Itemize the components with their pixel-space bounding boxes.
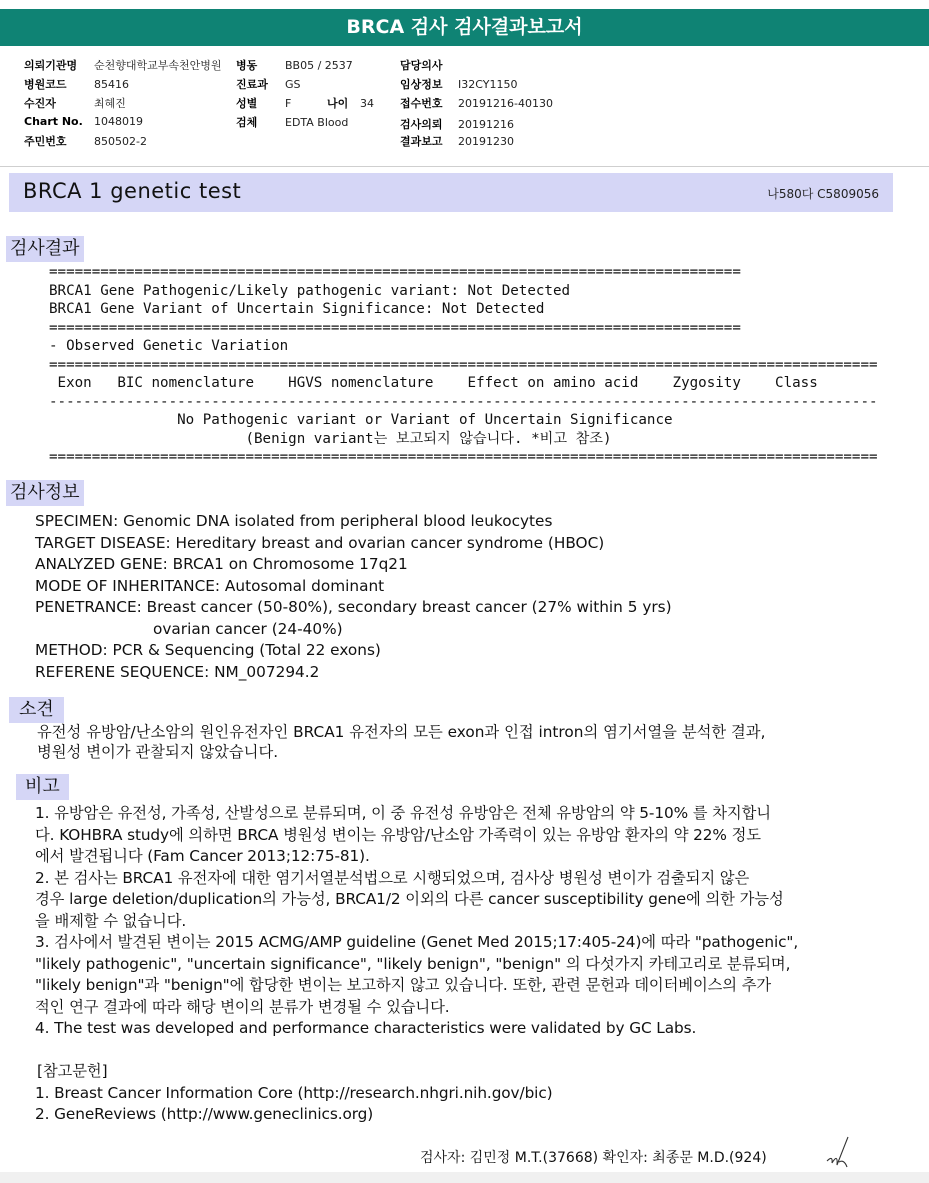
remark-line: 2. 본 검사는 BRCA1 유전자에 대한 염기서열분석법으로 시행되었으며, 검사상 병원성 변이가 검출되지 않은 <box>35 868 750 887</box>
info-line: ovarian cancer (24-40%) <box>153 619 343 638</box>
field-label: 임상정보 <box>400 78 443 91</box>
field-label: 수진자 <box>24 97 56 110</box>
opinion-line: 병원성 변이가 관찰되지 않았습니다. <box>37 743 279 761</box>
patient-header <box>0 47 929 167</box>
result-summary <box>49 263 878 467</box>
remark-line: 다. KOHBRA study에 의하면 BRCA 병원성 변이는 유방암/난소암 가족력이 있는 유방암 환자의 약 22% 정도 <box>35 825 761 844</box>
no-variant-text: No Pathogenic variant or Variant of Uncertain Significance <box>49 412 673 428</box>
test-info <box>35 511 672 683</box>
test-code: 나580다 C5809056 <box>767 187 879 201</box>
remark-line: 3. 검사에서 발견된 변이는 2015 ACMG/AMP guideline (Genet Med 2015;17:405-24)에 따라 "pathogenic", <box>35 933 799 951</box>
field-label: 의뢰기관명 <box>24 59 78 72</box>
field-value: 85416 <box>94 78 129 91</box>
field-label: 병동 <box>236 59 258 72</box>
field-chart-no <box>24 115 143 128</box>
info-line: SPECIMEN: Genomic DNA isolated from peripheral blood leukocytes <box>35 512 553 530</box>
separator: ================================================================================= <box>49 319 741 336</box>
separator: ================================================================================= <box>49 264 741 280</box>
remark-line: 을 배제할 수 없습니다. <box>35 911 187 930</box>
field-label: 결과보고 <box>400 135 443 148</box>
field-value: F <box>285 97 292 110</box>
vus-result: BRCA1 Gene Variant of Uncertain Significance: Not Detected <box>49 301 545 317</box>
report-title: BRCA 검사 검사결과보고서 <box>0 9 929 46</box>
field-value: 1048019 <box>94 115 143 128</box>
benign-note: (Benign variant는 보고되지 않습니다. *비고 참조) <box>49 430 612 447</box>
age-label: 나이 <box>327 97 349 110</box>
remark-line: "likely pathogenic", "uncertain significance", "likely benign", "benign" 의 다섯가지 카테고리로 분류되며, <box>35 954 791 973</box>
field-clinical-info <box>400 76 517 92</box>
opinion-text <box>37 722 765 762</box>
field-value: I32CY1150 <box>458 78 518 91</box>
info-line: ANALYZED GENE: BRCA1 on Chromosome 17q21 <box>35 555 408 573</box>
field-label: 병원코드 <box>24 78 67 91</box>
field-value: GS <box>285 78 301 91</box>
field-hospital-code <box>24 76 129 92</box>
field-label: Chart No. <box>24 115 83 128</box>
section-info-heading: 검사정보 <box>6 480 84 506</box>
pathogenic-result: BRCA1 Gene Pathogenic/Likely pathogenic variant: Not Detected <box>49 282 571 299</box>
field-value: BB05 / 2537 <box>285 59 353 72</box>
remarks-text <box>35 803 798 1126</box>
field-label: 담당의사 <box>400 59 443 72</box>
field-patient <box>24 95 126 111</box>
field-label: 검체 <box>236 116 258 129</box>
remark-line: 경우 large deletion/duplication의 가능성, BRCA1/2 이외의 다른 cancer susceptibility gene에 의한 가능성 <box>35 890 784 908</box>
field-resident-no <box>24 133 147 149</box>
reference-item: 2. GeneReviews (http://www.geneclinics.org) <box>35 1105 374 1123</box>
info-line: METHOD: PCR & Sequencing (Total 22 exons) <box>35 641 381 659</box>
variation-table-header: Exon BIC nomenclature HGVS nomenclature Effect on amino acid Zygosity Class <box>49 375 818 391</box>
remark-line: 4. The test was developed and performance characteristics were validated by GC Labs. <box>35 1019 697 1037</box>
field-doctor <box>400 57 458 73</box>
field-label: 접수번호 <box>400 97 443 110</box>
field-value: 순천향대학교부속천안병원 <box>94 59 222 72</box>
age-value: 34 <box>360 97 374 110</box>
info-line: MODE OF INHERITANCE: Autosomal dominant <box>35 576 385 595</box>
spacer <box>35 1040 798 1062</box>
remark-line: 적인 연구 결과에 따라 해당 변이의 분류가 변경될 수 있습니다. <box>35 997 450 1016</box>
signature-mark <box>824 1135 854 1171</box>
field-report-date <box>400 133 514 149</box>
field-ward <box>236 57 353 73</box>
field-label: 진료과 <box>236 78 268 91</box>
signature-line: 검사자: 김민정 M.T.(37668) 확인자: 최종문 M.D.(924) <box>420 1150 767 1166</box>
info-line: TARGET DISEASE: Hereditary breast and ovarian cancer syndrome (HBOC) <box>35 533 605 552</box>
info-line: PENETRANCE: Breast cancer (50-80%), secondary breast cancer (27% within 5 yrs) <box>35 598 672 616</box>
field-accession <box>400 95 553 111</box>
field-sex <box>236 95 374 111</box>
test-name: BRCA 1 genetic test <box>23 179 242 203</box>
observed-variation-label: - Observed Genetic Variation <box>49 338 289 354</box>
section-result-heading: 검사결과 <box>6 236 84 262</box>
field-value: 20191230 <box>458 135 514 148</box>
field-institution <box>24 57 222 73</box>
remark-line: "likely benign"과 "benign"에 합당한 변이는 보고하지 않고 있습니다. 또한, 관련 문헌과 데이터베이스의 추가 <box>35 976 772 994</box>
field-specimen <box>236 114 348 130</box>
page-footer <box>0 1172 929 1183</box>
field-value: EDTA Blood <box>285 116 349 129</box>
references-title: [참고문헌] <box>37 1062 108 1080</box>
field-value: 20191216 <box>458 118 514 131</box>
field-request-date <box>400 116 514 132</box>
separator: ------------------------------------------------------------------------------------------------- <box>49 393 878 410</box>
opinion-line: 유전성 유방암/난소암의 원인유전자인 BRCA1 유전자의 모든 exon과 인접 intron의 염기서열을 분석한 결과, <box>37 723 766 741</box>
field-label: 성별 <box>236 97 258 110</box>
separator: ================================================================================================= <box>49 356 878 373</box>
section-opinion-heading: 소견 <box>9 697 64 723</box>
field-value: 20191216-40130 <box>458 97 553 110</box>
field-label: 주민번호 <box>24 135 67 148</box>
section-remarks-heading: 비고 <box>16 774 69 800</box>
info-line: REFERENE SEQUENCE: NM_007294.2 <box>35 662 320 681</box>
field-value: 최혜진 <box>94 97 126 110</box>
test-name-bar <box>9 173 893 212</box>
field-value: 850502-2 <box>94 135 147 148</box>
separator: ================================================================================================= <box>49 449 878 465</box>
field-department <box>236 76 301 92</box>
field-label: 검사의뢰 <box>400 118 443 131</box>
remark-line: 1. 유방암은 유전성, 가족성, 산발성으로 분류되며, 이 중 유전성 유방암은 전체 유방암의 약 5-10% 를 차지합니 <box>35 804 771 822</box>
remark-line: 에서 발견됩니다 (Fam Cancer 2013;12:75-81). <box>35 847 370 865</box>
reference-item: 1. Breast Cancer Information Core (http://research.nhgri.nih.gov/bic) <box>35 1083 553 1102</box>
